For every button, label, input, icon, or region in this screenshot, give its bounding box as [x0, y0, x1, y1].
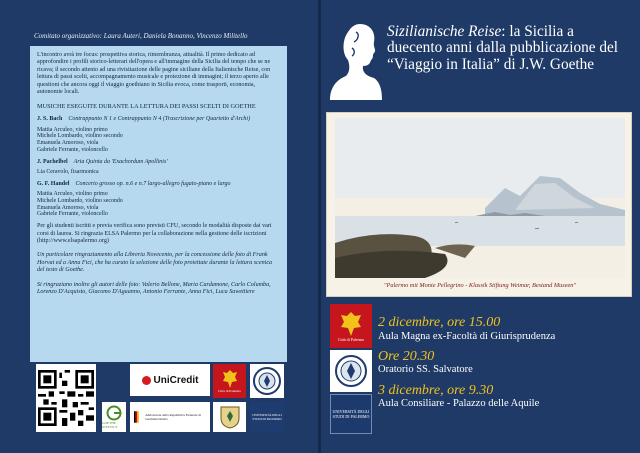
performer: Lia Ceravolo, fisarmonica — [37, 168, 99, 175]
intro-paragraph: L'incontro avrà tre focus: prospettiva storica, rimembranza, attualità. Il primo dedicato ad approfondire i profili storico-letterari dell'opera e all'immagine della Sicilia del tempo che se ne ricava; il secondo attento ad una rivisitazione delle pagine siciliane della Italienische Reise, con lettura di passi scelti, accompagnamento musicale e proiezione di immagini; il terzo aperto alle questioni che ancora oggi il viaggio goethiano in Sicilia evoca, come trasporti, economia, autonomie locali. — [37, 52, 271, 96]
painting-frame — [326, 112, 632, 297]
committee-line: Comitato organizzativo: Laura Auteri, Daniela Bonanno, Vincenzo Militello — [34, 32, 248, 40]
event-date: 3 dicembre, ore 9.30 — [378, 382, 494, 398]
seal-icon — [334, 354, 368, 388]
unicredit-logo: UniCredit — [130, 364, 210, 396]
title-italic: Sizilianische Reise — [387, 23, 502, 40]
crest-icon — [217, 404, 243, 430]
work-title: Contrappunto N 1 e Contrappunto N 4 (Trascrizione per Quartetto d'Archi) — [68, 116, 251, 123]
goethe-icon — [106, 405, 122, 421]
unipa-logo-small: UNIVERSITÀ DEGLI STUDI DI PALERMO — [250, 402, 284, 432]
photo-credits: Si ringraziano inoltre gli autori delle foto: Valerio Bellone, Maria Cardamone, Carlo Columba, Lorenzo D'Acquisto, Giacomo D'Aguanno, Antonio Ferrante, Anna Fici, Luca Sawettiere — [37, 281, 271, 296]
ambasciata-logo: Ambasciata della Repubblica Federale di Germania Roma — [130, 402, 210, 432]
eagle-crest-icon — [222, 369, 238, 389]
regione-seal-logo — [250, 364, 284, 398]
music-title: MUSICHE ESEGUITE DURANTE LA LETTURA DEI PASSI SCELTI DI GOETHE — [37, 102, 256, 110]
performer: Michele Lombardo, violino secondo — [37, 133, 123, 140]
performer: Gabriele Ferrante, violoncello — [37, 146, 108, 153]
performer: Michele Lombardo, violino secondo — [37, 197, 123, 204]
performer: Emanuela Amoroso, viola — [37, 140, 99, 147]
painting-caption: "Palermo mit Monte Pellegrino - Klassik Stiftung Weimar, Bestand Museen" — [383, 282, 577, 289]
composer: J. Pachelbel — [37, 158, 68, 165]
event-schedule — [378, 316, 633, 417]
citta-di-palermo-logo: Città di Palermo — [213, 364, 246, 398]
thanks-paragraph: Un particolare ringraziamento alla Libreria Novecento, per la concessione delle foto di Frank Horvat ed a Anna Fici, che ha curato la selezione delle foto proiettate durante la lettura scenica del testo di Goethe. — [37, 252, 273, 274]
goethe-institut-logo: GOETHE INSTITUT — [102, 402, 126, 432]
composer: J. S. Bach — [37, 116, 63, 123]
program-box — [30, 46, 287, 362]
seal-icon — [252, 366, 282, 396]
title-rest: : la Sicilia a duecento anni dalla pubblicazione del “Viaggio in Italia” di J.W. Goethe — [387, 23, 619, 73]
event-item — [378, 316, 633, 343]
credits-note: Per gli studenti iscritti e previa verifica sono previsti CFU, secondo le modalità disposte dai vari corsi di laurea. Si ringrazia ELSA Palermo per la collaborazione nella gestione delle iscrizioni (http://www.elsapalermo.org) — [37, 223, 272, 245]
work-title: Concerto grosso op. n.6 e n.7 largo-allegro fugato-piano e largo — [75, 180, 231, 187]
work-title: Aria Quinta da 'Exachordum Apollinis' — [73, 158, 168, 165]
qr-code[interactable] — [36, 364, 96, 432]
event-place: Aula Consiliare - Palazzo delle Aquile — [378, 398, 540, 410]
event-date: 2 dicembre, ore 15.00 — [378, 315, 501, 330]
composer: G. F. Handel — [37, 180, 70, 187]
performer: Gabriele Ferrante, violoncello — [37, 211, 108, 218]
event-title — [387, 24, 632, 73]
event-place: Oratorio SS. Salvatore — [378, 364, 473, 376]
eagle-crest-icon — [340, 311, 362, 337]
performer: Emanuela Amoroso, viola — [37, 204, 99, 211]
fold-divider — [318, 0, 321, 453]
palermo-painting — [335, 118, 625, 278]
qr-code-icon — [38, 370, 94, 426]
event-place: Aula Magna ex-Facoltà di Giurisprudenza — [378, 330, 556, 342]
seal-logo — [330, 350, 372, 392]
sponsor-logos — [30, 364, 287, 434]
performer: Mattia Arculeo, violino primo — [37, 126, 108, 133]
music-piece — [37, 181, 280, 218]
citta-di-palermo-logo: Città di Palermo — [330, 304, 372, 348]
second-seal-logo — [213, 402, 246, 432]
german-eagle-icon — [134, 410, 142, 424]
unipa-logo: UNIVERSITÀ DEGLI STUDI DI PALERMO — [330, 394, 372, 434]
event-item — [378, 350, 633, 377]
music-piece — [37, 159, 280, 176]
event-date: Ore 20.30 — [378, 348, 435, 364]
event-item — [378, 384, 633, 411]
performer: Mattia Arculeo, violino primo — [37, 191, 108, 198]
music-piece — [37, 116, 280, 153]
host-logos — [330, 304, 372, 432]
unicredit-icon — [142, 376, 151, 385]
goethe-portrait-icon — [330, 20, 382, 100]
